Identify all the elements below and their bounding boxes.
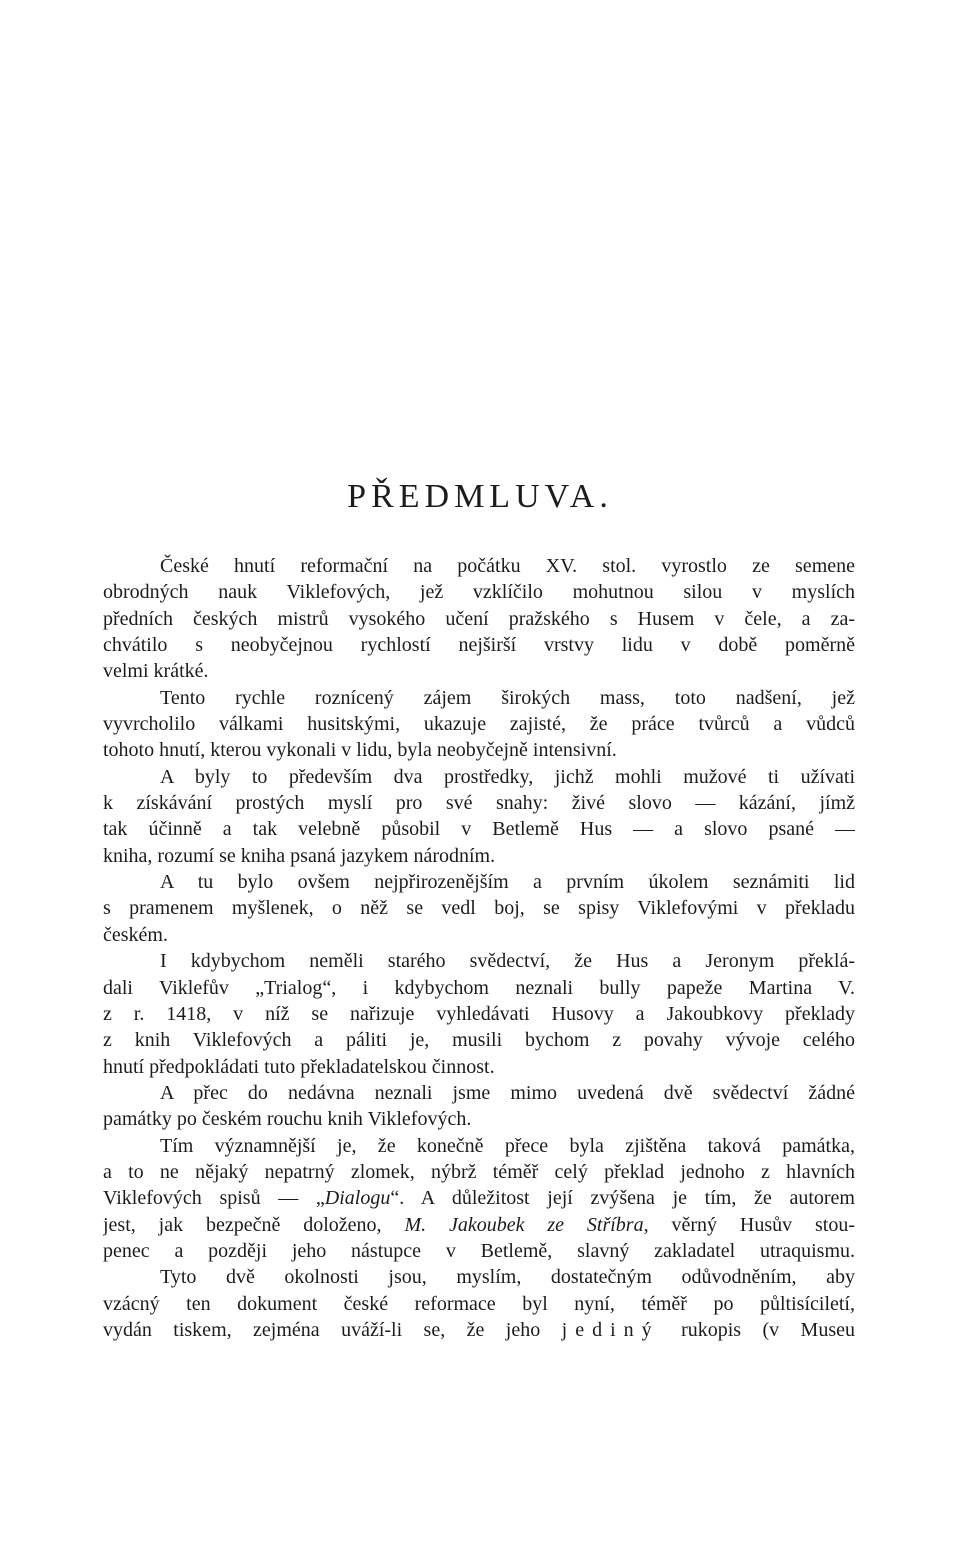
paragraph-6 — [103, 1080, 855, 1133]
italic-author-name: M. Jakoubek ze Stříbra — [404, 1213, 644, 1236]
text-line: českém. — [103, 923, 168, 946]
text-run: vydán tiskem, zejména uváží-li se, že jeho — [103, 1318, 562, 1341]
text-line: A byly to především dva prostředky, jichž mohli mužové ti užívati — [160, 765, 855, 788]
paragraph-7 — [103, 1133, 855, 1265]
text-line: hnutí předpokládati tuto překladatelskou činnost. — [103, 1055, 495, 1078]
preface-body — [103, 553, 855, 1343]
paragraph-8 — [103, 1264, 855, 1343]
text-line — [103, 1185, 855, 1211]
paragraph-5 — [103, 948, 855, 1080]
text-line: kniha, rozumí se kniha psaná jazykem národním. — [103, 844, 496, 867]
paragraph-group — [103, 553, 855, 1133]
text-line: vyvrcholilo válkami husitskými, ukazuje zajisté, že práce tvůrců a vůdců — [103, 713, 855, 736]
text-line: k získávání prostých myslí pro své snahy: živé slovo — kázání, jímž — [103, 792, 855, 815]
text-run: Viklefových spisů — „ — [103, 1187, 325, 1210]
text-line: Tím významnější je, že konečně přece byla zjištěna taková památka, — [160, 1134, 855, 1157]
text-line: penec a později jeho nástupce v Betlemě, slavný zakladatel utraquismu. — [103, 1239, 855, 1262]
page-title: PŘEDMLUVA. — [347, 478, 613, 515]
text-line: obrodných nauk Viklefových, jež vzklíčilo mohutnou silou v myslích — [103, 581, 855, 604]
text-line: České hnutí reformační na počátku XV. stol. vyrostlo ze semene — [160, 555, 855, 577]
text-line — [103, 1212, 855, 1238]
text-line: památky po českém rouchu knih Viklefových. — [103, 1108, 472, 1131]
text-line: z knih Viklefových a páliti je, musili bychom z povahy vývoje celého — [103, 1029, 855, 1052]
paragraph-2 — [103, 685, 855, 764]
paragraph-1 — [103, 553, 855, 685]
text-line: chvátilo s neobyčejnou rychlostí nejširší vrstvy lidu v době poměrně — [103, 634, 855, 657]
text-line: předních českých mistrů vysokého učení pražského s Husem v čele, a za- — [103, 607, 855, 630]
text-line: Tyto dvě okolnosti jsou, myslím, dostatečným odůvodněním, aby — [160, 1266, 855, 1289]
text-run: jest, jak bezpečně doloženo, — [103, 1213, 405, 1236]
text-line: A přec do nedávna neznali jsme mimo uvedená dvě svědectví žádné — [160, 1081, 855, 1104]
text-line: Tento rychle roznícený zájem širokých mass, toto nadšení, jež — [160, 686, 855, 709]
text-line: I kdybychom neměli starého svědectví, že Hus a Jeronym překlá- — [160, 950, 855, 973]
spaced-emphasis: jediný — [561, 1318, 660, 1341]
text-line: velmi krátké. — [103, 660, 209, 683]
text-line: z r. 1418, v níž se nařizuje vyhledávati Husovy a Jakoubkovy překlady — [103, 1002, 855, 1025]
text-run: “. A důležitost její zvýšena je tím, že autorem — [390, 1187, 855, 1210]
text-line: vzácný ten dokument české reformace byl nyní, téměř po půltisíciletí, — [103, 1292, 855, 1315]
text-line: tak účinně a tak velebně působil v Betlemě Hus — a slovo psané — — [103, 818, 855, 841]
text-line — [103, 1317, 855, 1343]
text-run: , věrný Husův stou- — [643, 1213, 855, 1236]
text-line: dali Viklefův „Trialog“, i kdybychom neznali bully papeže Martina V. — [103, 976, 855, 999]
paragraph-3 — [103, 764, 855, 869]
text-line: s pramenem myšlenek, o něž se vedl boj, se spisy Viklefovými v překladu — [103, 897, 855, 920]
text-line: tohoto hnutí, kterou vykonali v lidu, byla neobyčejně intensivní. — [103, 739, 617, 762]
italic-title: Dialogu — [324, 1187, 391, 1210]
paragraph-4 — [103, 869, 855, 948]
text-line: a to ne nějaký nepatrný zlomek, nýbrž téměř celý překlad jednoho z hlavních — [103, 1160, 855, 1183]
text-run: rukopis (v Museu — [659, 1318, 855, 1341]
text-line: A tu bylo ovšem nejpřirozenějším a prvním úkolem seznámiti lid — [160, 871, 855, 894]
